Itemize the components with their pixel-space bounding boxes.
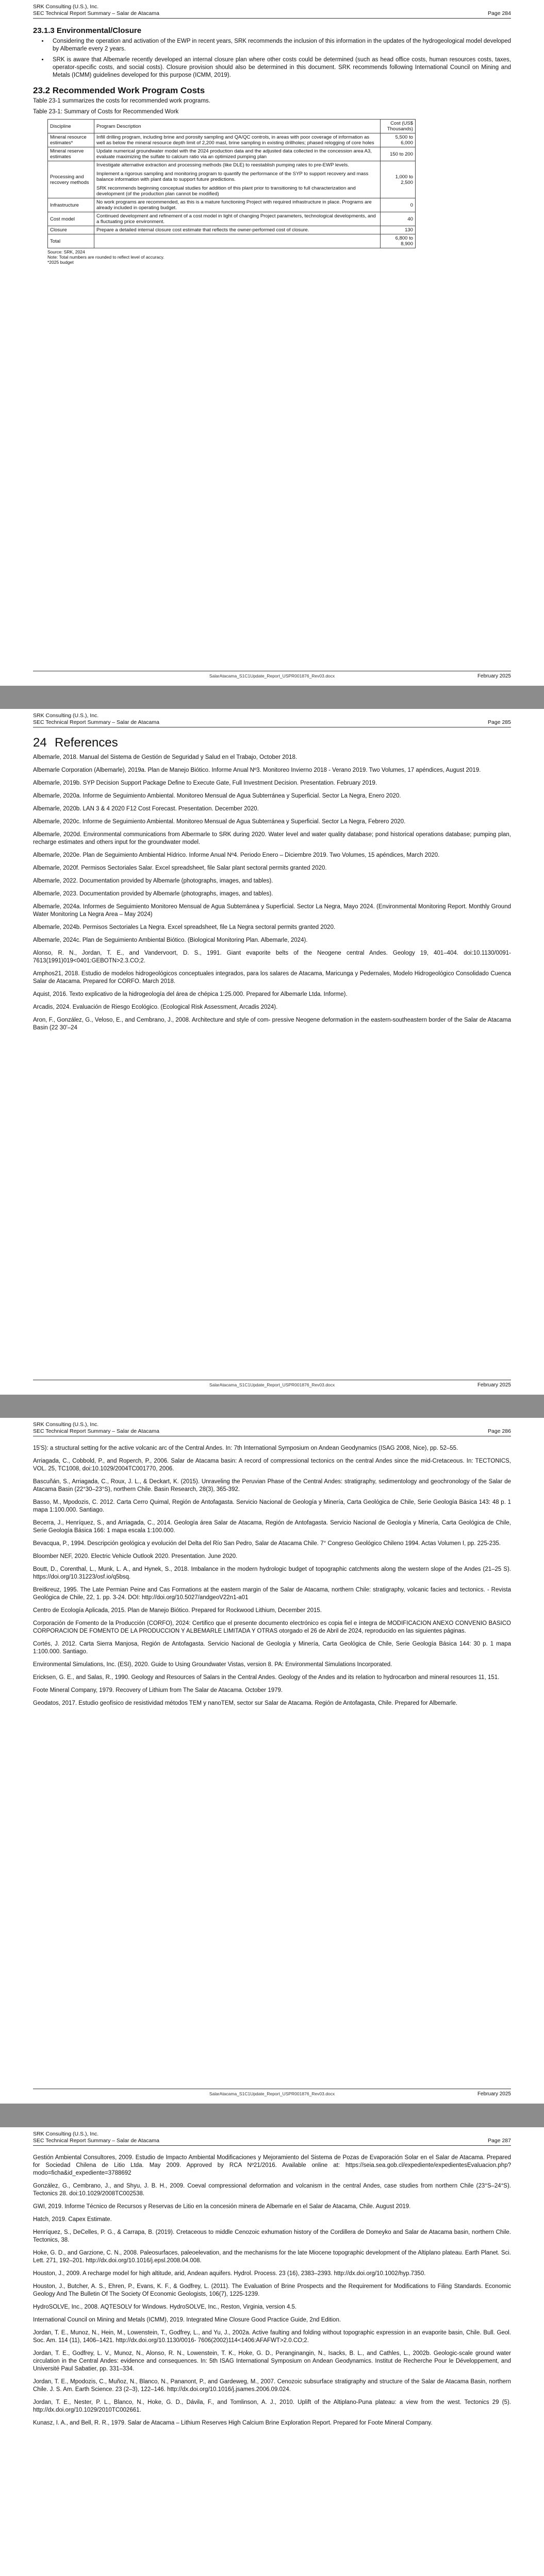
table-header-row [48,120,416,133]
document-page [0,2127,544,2576]
description-cell [94,133,381,147]
reference-entry: Amphos21, 2018. Estudio de modelos hidrogeológicos conceptuales integrados, para los salares de Atacama, Maricunga y Pedernales, Modelo Hidrogeológico Consolidado Cuenca Salar de Atacama. Prepared for CORFO. March 2018. [33,971,511,985]
page-footer [33,1380,511,1387]
document-page [0,1418,544,2104]
reference-entry[interactable]: Breitkreuz, 1995. The Late Permian Peine and Cas Formations at the eastern margin of the Salar de Atacama, northern Chile: stratigraphy, volcanic facies and tectonics. - Revista Geológica de Chile, 22, 1. pp. 3-24. DOI: http://doi.org/10.5027/andgeoV22n1-a01 [33,1587,511,1601]
footer-filename: SalarAtacama_S1C1Update_Report_USPR001876_Rev03.docx [209,2091,335,2096]
reference-entry: Geodatos, 2017. Estudio geofísico de resistividad métodos TEM y nanoTEM, sector sur Salar de Atacama. Región de Antofagasta, Chile. Prepared for Albemarle. [33,1700,458,1706]
page-header [33,1421,511,1436]
cost-cell: 150 to 200 [381,147,416,161]
reference-entry: Bascuñán, S., Arriagada, C., Roux, J. L., & Deckart, K. (2015). Unraveling the Peruvian Phase of the Central Andes: stratigraphy, sedimentology and geochronology of the Salar de Atacama Basin (22°30–23°S), northern Chile. Basin Research, 28(3), 365-392. [33,1479,511,1493]
description-cell [94,212,381,226]
description-cell [94,226,381,234]
page-header [33,4,511,19]
reference-entry: González, G., Cembrano, J., and Shyu, J. B. H., 2009. Coeval compressional deformation and volcanism in the central Andes, case studies from northern Chile (23°S–24°S). Tectonics 28. doi:10.1029/2008TC002538. [33,2183,511,2197]
cost-table [47,119,416,248]
header-report: SEC Technical Report Summary – Salar de Atacama [33,10,159,16]
footer-date: February 2025 [477,2091,511,2097]
chapter-title [33,736,511,750]
header-company: SRK Consulting (U.S.), Inc. [33,4,99,10]
header-company: SRK Consulting (U.S.), Inc. [33,1421,99,1428]
discipline-cell: Total [48,234,94,248]
column-header: Discipline [48,120,94,133]
table-row [48,226,416,234]
reference-entry: Cortés, J. 2012. Carta Sierra Manjosa, Región de Antofagasta. Servicio Nacional de Geología y Minería, Carta Geológica de Chile, Serie Geología Básica 144: 30 p. 1 mapa 1:100.000. Santiago. [33,1641,511,1655]
page-header [33,713,511,727]
table-row [48,133,416,147]
description-cell [94,234,381,248]
table-notes [47,249,511,265]
intro-paragraph: Table 23-1 summarizes the costs for recommended work programs. [33,98,210,104]
reference-entry: Albemarle, 2023. Documentation provided by Albemarle (photographs, images, and tables). [33,891,273,897]
table-total-row [48,234,416,248]
reference-entry: Albemarle, 2020e. Plan de Seguimiento Ambiental Hídrico. Informe Anual Nº4. Periodo Enero – Diciembre 2019. Two Volumes, 15 apéndices, March 2020. [33,852,440,858]
reference-entry: Albemarle, 2020d. Environmental communications from Albermarle to SRK during 2020. Water level and water quality database; pond historical operations database; pumping plan, recharge estimates and others input for the groundwater model. [33,832,511,845]
footer-filename: SalarAtacama_S1C1Update_Report_USPR001876_Rev03.docx [209,1382,335,1387]
reference-entry: Albemarle Corporation (Albemarle), 2019a. Plan de Manejo Biótico. Informe Anual Nº3. Monitoreo Invierno 2018 - Verano 2019. Two Volumes, 17 apéndices, August 2019. [33,767,481,773]
footer-filename: SalarAtacama_S1C1Update_Report_USPR001876_Rev03.docx [209,673,335,679]
reference-entry: Albemarle, 2018. Manual del Sistema de Gestión de Seguridad y Salud en el Trabajo, October 2018. [33,754,298,760]
header-report: SEC Technical Report Summary – Salar de Atacama [33,1428,159,1434]
header-report: SEC Technical Report Summary – Salar de Atacama [33,719,159,725]
cost-cell: 5,500 to 6,000 [381,133,416,147]
discipline-cell: Cost model [48,212,94,226]
reference-entry: Albemarle, 2024c. Plan de Seguimiento Ambiental Biótico. (Biological Monitoring Plan. Albemarle, 2024). [33,937,308,943]
reference-entry: Centro de Ecología Aplicada, 2015. Plan de Manejo Biótico. Prepared for Rockwood Lithium, December 2015. [33,1607,322,1614]
reference-entry: Albemarle, 2024a. Informes de Seguimiento Monitoreo Mensual de Agua Subterránea y Superficial. Sector La Negra, Mayo 2024. (Environmental Monitoring Report. Monthly Ground Water Monitoring La Negra Area – May 2024) [33,904,511,918]
header-company: SRK Consulting (U.S.), Inc. [33,713,99,719]
description-text: Infill drilling program, including brine and porosity sampling and QA/QC controls, in areas with poor coverage of information as well as below the mineral resource depth limit of 2,200 masl, brine sampling in existing drillholes; phased relogging of core holes [96,134,374,146]
page-content [33,27,511,265]
list-item: • SRK is aware that Albemarle recently developed an internal closure plan where other costs could be determined (such as head office costs, human resources costs, taxes, operator-specific costs, and social costs). Closure provision should also be determined in this document. SRK recommends following International Council on Mining and Metals (ICMM) guidelines developed for this purpose (ICMM, 2019). [48,56,511,79]
document-page [0,709,544,1395]
description-cell [94,161,381,198]
discipline-cell: Infrastructure [48,198,94,212]
reference-entry: Bevacqua, P., 1994. Descripción geológica y evolución del Delta del Río San Pedro, Salar de Atacama Chile. 7° Congreso Geológico Chileno 1994. Actas Volumen I, pp. 225-235. [33,1540,501,1547]
reference-entry: GWI, 2019. Informe Técnico de Recursos y Reservas de Litio en la concesión minera de Albemarle en el Salar de Atacama, Chile. August 2019. [33,2204,411,2210]
table-caption: Table 23-1: Summary of Costs for Recommended Work [33,109,179,115]
discipline-cell: Closure [48,226,94,234]
reference-entry: Henríquez, S., DeCelles, P. G., & Carrapa, B. (2019). Cretaceous to middle Cenozoic exhumation history of the Cordillera de Domeyko and Salar de Atacama basin, northern Chile. Tectonics, 38. [33,2229,511,2243]
reference-entry: Aron, F., González, G., Veloso, E., and Cembrano, J., 2008. Architecture and style of com- pressive Neogene deformation in the eastern-southeastern border of the Salar de Atacama Basin (22 30'–24 [33,1017,511,1031]
description-text: Implement a rigorous sampling and monitoring program to quantify the performance of the SYP to support recovery and mass balance information with plant data to support future predictions. [96,171,369,182]
description-cell [94,198,381,212]
reference-entry: Environmental Simulations, Inc. (ESI), 2020. Guide to Using Groundwater Vistas, version 8. PA: Environmental Simulations Incorporated. [33,1662,392,1668]
page-content [33,2154,511,2432]
document-page [0,0,544,686]
page-content [33,736,511,1037]
section-title: 23.2 Recommended Work Program Costs [33,86,205,95]
reference-entry: Becerra, J., Henríquez, S., and Arriagada, C., 2014. Geología área Salar de Atacama, Región de Antofagasta. Servicio Nacional de Geología y Minería, Carta Geológica de Chile, Serie Geología Básica 166: 1 mapa escala 1:100.000. [33,1520,511,1534]
cost-cell: 130 [381,226,416,234]
page-content [33,1445,511,1713]
reference-entry[interactable]: Gestión Ambiental Consultores, 2009. Estudio de Impacto Ambiental Modificaciones y Mejoramiento del Sistema de Pozas de Evaporación Solar en el Salar de Atacama. Prepared for Sociedad Chilena de Litio Ltda. May 2009. Approved by RCA Nº21/2016. Available online at: https://seia.sea.gob.cl/expediente/expedientesEvaluacion.php?modo=ficha&id_expediente=3788692 [33,2155,511,2176]
description-cell [94,147,381,161]
reference-entry: Bloomber NEF, 2020. Electric Vehicle Outlook 2020. Presentation. June 2020. [33,1553,238,1560]
discipline-cell: Mineral reserve estimates [48,147,94,161]
table-row [48,212,416,226]
reference-entry[interactable]: Jordan, T. E., Nester, P. L., Blanco, N., Hoke, G. D., Dávila, F., and Tomlinson, A. J., 2010. Uplift of the Altiplano-Puna plateau: a view from the west. Tectonics 29 (5). http://dx.doi.org/10.1029/2010TC002661. [33,2399,511,2413]
reference-entry: HydroSOLVE, Inc., 2008. AQTESOLV for Windows. HydroSOLVE, Inc., Reston, Virginia, version 4.5. [33,2304,297,2310]
discipline-cell: Mineral resource estimates* [48,133,94,147]
reference-entry: Albemarle, 2020a. Informe de Seguimiento Ambiental. Monitoreo Mensual de Agua Subterránea y Superficial. Sector La Negra, Enero 2020. [33,793,401,799]
reference-entry: Ericksen, G. E., and Salas, R., 1990. Geology and Resources of Salars in the Central Andes. Geology of the Andes and its relation to hydrocarbon and mineral resources 11, 151. [33,1674,500,1681]
page-number: Page 286 [488,1428,511,1434]
description-text: Update numerical groundwater model with the 2024 production data and the adjusted data collected in the concession area A3, evaluate maximizing the sulfate to calcium ratio via an optimized pumping plan [96,148,372,160]
table-row [48,147,416,161]
reference-entry: Albemarle, 2020c. Informe de Seguimiento Ambiental. Monitoreo Mensual de Agua Subterránea y Superficial. Sector La Negra, Febrero 2020. [33,819,406,825]
reference-entry[interactable]: Jordan, T. E., Mpodozis, C., Muñoz, N., Blanco, N., Pananont, P., and Gardeweg, M., 2007. Cenozoic subsurface stratigraphy and structure of the Salar de Atacama Basin, northern Chile. J. S. Am. Earth Science. 23 (2–3), 122–146. http://dx.doi.org/10.1016/j.jsames.2006.09.024. [33,2379,511,2393]
footer-date: February 2025 [477,673,511,679]
reference-entry: Jordan, T. E., Godfrey, L. V., Munoz, N., Alonso, R. N., Lowenstein, T. K., Hoke, G. D., Peranginangin, N., Isacks, B. L., and Cathles, L., 2002b. Geologic-scale ground water circulation in the Central Andes: evidence and consequences. In: 5th ISAG International Symposium on Andean Geodynamics. Institut de Recherche Pour le Développement, and Université Paul Sabatier, pp. 331–334. [33,2350,511,2372]
chapter-name: References [55,736,118,750]
page-number: Page 285 [488,719,511,725]
cost-cell: 1,000 to 2,500 [381,161,416,198]
header-report: SEC Technical Report Summary – Salar de Atacama [33,2138,159,2144]
table-note: Note: Total numbers are rounded to reflect level of accuracy. [47,255,164,260]
reference-entry: Corporación de Fomento de la Producción (CORFO), 2024: Certifico que el presente documento electrónico es copia fiel e íntegra de MODIFICACION ANEXO CONVENIO BASICO CORPORACION DE FOMENTO DE LA PRODUCCION Y ALBEMARLE LIMITADA Y OTRAS otorgado el 26 de Abril de 2024, reproducido en las siguientes páginas. [33,1620,511,1634]
recommendation-list [48,38,511,79]
table-note: *2025 budget [47,260,74,265]
reference-entry: Arcadis, 2024. Evaluación de Riesgo Ecológico. (Ecological Risk Assessment, Arcadis 2024). [33,1004,278,1010]
reference-entry: Houston, J., Butcher, A. S., Ehren, P., Evans, K. F., & Godfrey, L. (2011). The Evaluation of Brine Prospects and the Requirement for Modifications to Filing Standards. Economic Geology And The Bulletin Of The Society Of Economic Geologists, 106(7), 1225-1239. [33,2283,511,2297]
reference-entry: Aquist, 2016. Texto explicativo de la hidrogeología del área de chépica 1:25.000. Prepared for Albemarle Ltda. Informe). [33,991,348,997]
column-header: Cost (US$ Thousands) [381,120,416,133]
reference-entry: 15'S): a structural setting for the active volcanic arc of the Central Andes. In: 7th International Symposium on Andean Geodynamics (ISAG 2008, Nice), pp. 52–55. [33,1445,458,1451]
description-text: Continued development and refinement of a cost model in light of changing Project parameters, technological developments, and a fluctuating price environment. [96,213,376,225]
page-footer [33,671,511,679]
reference-entry: Boutt, D., Corenthal, L., Munk, L. A., and Hynek, S., 2018. Imbalance in the modern hydrologic budget of topographic catchments along the western slope of the Andes (21–25 S). https://doi.org/10.31223/osf.io/q5bsq. [33,1566,511,1580]
cost-cell: 0 [381,198,416,212]
subsection-title: 23.1.3 Environmental/Closure [33,26,142,35]
reference-entry: Foote Mineral Company, 1979. Recovery of Lithium from The Salar de Atacama. October 1979. [33,1687,283,1693]
reference-entry: Kunasz, I. A., and Bell, R. R., 1979. Salar de Atacama – Lithium Reserves High Calcium Brine Exploration Report. Prepared for Foote Mineral Company. [33,2420,433,2426]
description-text: Investigate alternative extraction and processing methods (like DLE) to reestablish pumping rates to pre-EWP levels. [96,162,349,168]
description-text: Prepare a detailed internal closure cost estimate that reflects the owner-performed cost of closure. [96,227,309,233]
reference-entry: Albemarle, 2022. Documentation provided by Albemarle (photographs, images, and tables). [33,878,273,884]
cost-cell: 40 [381,212,416,226]
description-text: SRK recommends beginning conceptual studies for addition of this plant prior to transitioning to full characterization and development (of the production plan cannot be modified) [96,185,356,197]
chapter-number: 24 [33,736,47,750]
page-number: Page 287 [488,2138,511,2144]
discipline-cell: Processing and recovery methods [48,161,94,198]
reference-entry: Albemarle, 2020f. Permisos Sectoriales Salar. Excel spreadsheet, file Salar plant sectoral permits granted 2020. [33,865,327,871]
reference-entry: Hatch, 2019. Capex Estimate. [33,2216,112,2223]
table-row [48,161,416,198]
description-text: No work programs are recommended, as this is a mature functioning Project with required infrastructure in place. Programs are already included in operating budget. [96,199,372,211]
list-item: • Considering the operation and activation of the EWP in recent years, SRK recommends the inclusion of this information in the updates of the hydrogeological model developed by Albemarle every 2 years. [48,38,511,53]
header-company: SRK Consulting (U.S.), Inc. [33,2131,99,2137]
cost-cell: 6,800 to 8,900 [381,234,416,248]
table-source: Source: SRK, 2024 [47,249,85,255]
reference-entry[interactable]: Houston, J., 2009. A recharge model for high altitude, arid, Andean aquifers. Hydrol. Process. 23 (16), 2383–2393. http://dx.doi.org/10.1002/hyp.7350. [33,2270,426,2277]
reference-entry: Albemarle, 2020b. LAN 3 & 4 2020 F12 Cost Forecast. Presentation. December 2020. [33,806,259,812]
reference-entry[interactable]: Hoke, G. D., and Garzione, C. N., 2008. Paleosurfaces, paleoelevation, and the mechanisms for the late Miocene topographic development of the Altiplano plateau. Earth Planet. Sci. Lett. 271, 192–201. http://dx.doi.org/10.1016/j.epsl.2008.04.008. [33,2250,511,2264]
page-footer [33,2089,511,2096]
reference-entry: Albemarle, 2019b. SYP Decision Support Package Define to Execute Gate, Full Investment Decision. Presentation. February 2019. [33,780,377,786]
reference-entry: Alonso, R. N., Jordan, T. E., and Vandervoort, D. S., 1991. Giant evaporite belts of the Neogene central Andes. Geology 19, 401–404. doi:10.1130/0091-7613(1991)019<0401:GEBOTN>2.3.CO;2. [33,950,511,964]
page-header [33,2131,511,2146]
reference-entry: Arriagada, C., Cobbold, P., and Roperch, P., 2006. Salar de Atacama basin: A record of compressional tectonics on the central Andes since the mid-Cretaceous. In: TECTONICS, VOL. 25, TC1008, doi:10.1029/2004TC001770, 2006. [33,1458,511,1472]
table-row [48,198,416,212]
page-number: Page 284 [488,10,511,16]
footer-date: February 2025 [477,1382,511,1388]
column-header: Program Description [94,120,381,133]
reference-entry: Basso, M., Mpodozis, C. 2012. Carta Cerro Quimal, Región de Antofagasta. Servicio Nacional de Geología y Minería, Carta Geológica de Chile, Serie Geología Básica 143: 48 p. 1 mapa 1:100.000. Santiago. [33,1499,511,1513]
reference-entry: Albemarle, 2024b. Permisos Sectoriales La Negra. Excel spreadsheet, file La Negra sectoral permits granted 2020. [33,924,336,930]
reference-entry[interactable]: Jordan, T. E., Munoz, N., Hein, M., Lowenstein, T., Godfrey, L., and Yu, J., 2002a. Active faulting and folding without topographic expression in an evaporite basin, Chile. Bull. Geol. Soc. Am. 114 (11), 1406–1421. http://dx.doi.org/10.1130/0016- 7606(2002)114<1406:AFAFWT>2.0.CO;2. [33,2330,511,2344]
reference-entry: International Council on Mining and Metals (ICMM), 2019. Integrated Mine Closure Good Practice Guide, 2nd Edition. [33,2317,341,2323]
